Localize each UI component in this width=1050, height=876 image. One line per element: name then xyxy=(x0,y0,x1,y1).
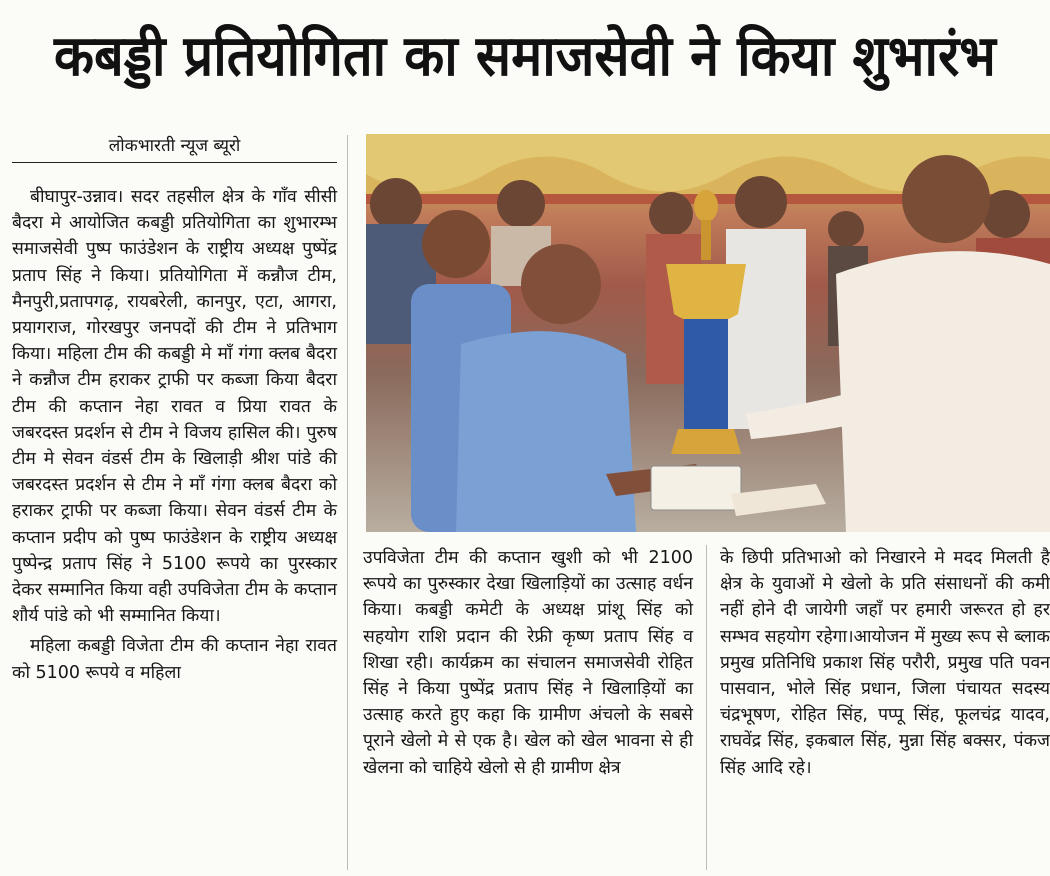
news-photo xyxy=(366,134,1050,532)
presenter-head xyxy=(902,155,990,243)
byline: लोकभारती न्यूज ब्यूरो xyxy=(108,136,241,156)
award-ceremony-illustration xyxy=(366,134,1050,532)
article-column-1 xyxy=(12,184,337,690)
presenter-kurta xyxy=(836,251,1050,532)
paragraph: महिला कबड्डी विजेता टीम की कप्तान नेहा रावत को 5100 रूपये व महिला xyxy=(12,636,337,683)
player-2-head xyxy=(521,244,601,324)
article-column-2 xyxy=(363,545,693,785)
column-divider xyxy=(706,545,707,870)
player-1-head xyxy=(422,210,490,278)
column-divider xyxy=(347,135,348,870)
headline: कबड्डी प्रतियोगिता का समाजसेवी ने किया शुभारंभ xyxy=(54,24,996,89)
byline-rule xyxy=(12,162,337,163)
paragraph: उपविजेता टीम की कप्तान खुशी को भी 2100 रूपये का पुरुस्कार देखा खिलाड़ियों का उत्साह वर्धन किया। कबड्डी कमेटी के अध्यक्ष प्रांशू सिंह को सहयोग राशि प्रदान की रेफ्री कृष्ण प्रताप सिंह व शिखा रही। कार्यक्रम का संचालन समाजसेवी रोहित सिंह ने किया पुष्पेंद्र प्रताप सिंह ने खिलाड़ियों का उत्साह करते हुए कहा कि ग्रामीण अंचलो के सबसे पूराने खेलो मे से एक है। खेल को खेल भावना से ही खेलना को चाहिये खेलो से ही ग्रामीण क्षेत्र xyxy=(363,548,693,778)
paragraph: के छिपी प्रतिभाओ को निखारने मे मदद मिलती है क्षेत्र के युवाओं मे खेलो के प्रति संसाधनों की कमी नहीं होने दी जायेगी जहाँ पर हमारी जरूरत हो हर सम्भव सहयोग रहेगा।आयोजन में मुख्य रूप से ब्लाक प्रमुख प्रतिनिधि प्रकाश सिंह परौरी, प्रमुख पति पवन पासवान, भोले सिंह प्रधान, जिला पंचायत सदस्य चंद्रभूषण, रोहित सिंह, पप्पू सिंह, फूलचंद्र यादव, राघवेंद्र सिंह, इकबाल सिंह, मुन्ना सिंह बक्सर, पंकज सिंह आदि रहे। xyxy=(720,548,1050,778)
prize-cheque xyxy=(651,466,741,510)
paragraph: बीघापुर-उन्नाव। सदर तहसील क्षेत्र के गाँव सीसी बैदरा मे आयोजित कबड्डी प्रतियोगिता का शुभारम्भ समाजसेवी पुष्प फाउंडेशन के राष्ट्रीय अध्यक्ष पुष्पेंद्र प्रताप सिंह ने किया। प्रतियोगिता में कन्नौज टीम, मैनपुरी,प्रतापगढ़, रायबरेली, कानपुर, एटा, आगरा, प्रयागराज, गोरखपुर जनपदों की टीम ने प्रतिभाग किया। महिला टीम की कबड्डी मे माँ गंगा क्लब बैदरा ने कन्नौज टीम हराकर ट्राफी पर कब्जा किया बैदरा टीम की कप्तान नेहा रावत व प्रिया रावत के जबरदस्त प्रदर्शन से टीम ने विजय हासिल की। पुरुष टीम मे सेवन वंडर्स टीम के खिलाड़ी श्रीश पांडे की जबरदस्त प्रदर्शन से टीम ने माँ गंगा क्लब बैदरा को हराकर ट्राफी पर कब्जा किया। सेवन वंडर्स टीम के कप्तान प्रदीप को पुष्प फाउंडेशन के राष्ट्रीय अध्यक्ष पुष्पेन्द्र प्रताप सिंह ने 5100 रूपये का पुरस्कार देकर सम्मानित किया वही उपविजेता टीम के कप्तान शौर्य पांडे को भी सम्मानित किया। xyxy=(12,187,337,627)
player-2-jersey xyxy=(456,331,636,532)
article-column-3 xyxy=(720,545,1050,785)
